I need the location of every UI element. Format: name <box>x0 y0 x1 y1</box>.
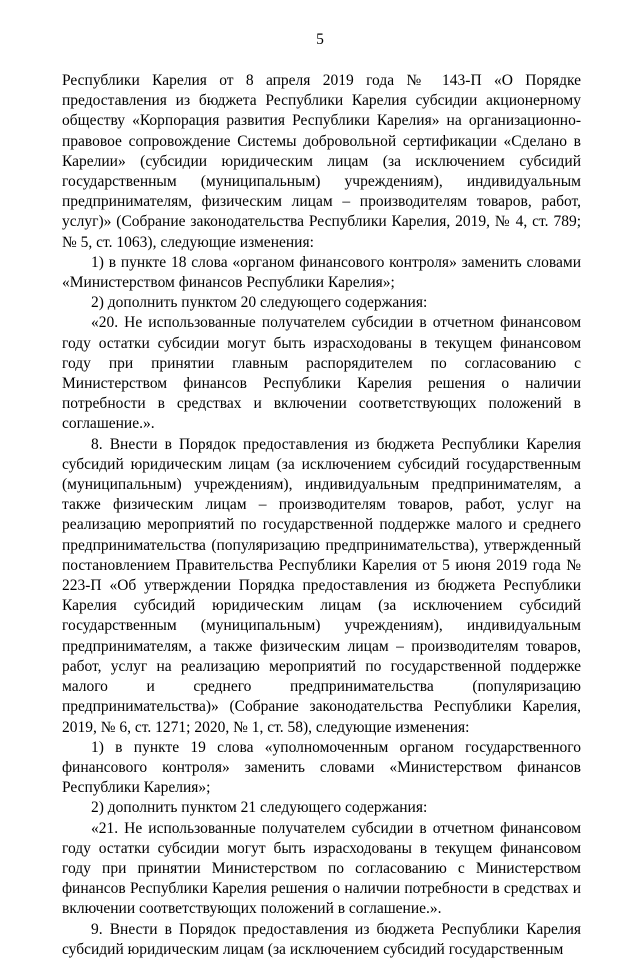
paragraph-item-1-p18: 1) в пункте 18 слова «органом финансового контроля» заменить словами «Министерством финансов Республики Карелия»; <box>62 253 581 292</box>
paragraph-quote-20: «20. Не использованные получателем субсидии в отчетном финансовом году остатки субсидии могут быть израсходованы в текущем финансовом году при принятии главным распорядителем по согласованию с Министерством финансов Республики Карелия решения о наличии потребности в средствах и включении соответствующих положений в соглашение.». <box>62 314 581 433</box>
page-number: 5 <box>316 31 324 48</box>
paragraph-item-2-p21: 2) дополнить пунктом 21 следующего содержания: <box>91 799 428 817</box>
paragraph-quote-21: «21. Не использованные получателем субсидии в отчетном финансовом году остатки субсидии могут быть израсходованы в текущем финансовом году при принятии Министерством по согласованию с Министерством финансов Республики Карелия решения о наличии потребности в средствах и включении соответствующих положений в соглашение.». <box>62 819 581 918</box>
paragraph-continuation: Республики Карелия от 8 апреля 2019 года № 143-П «О Порядке предоставления из бюджета Республики Карелия субсидии акционерному обществу «Корпорация развития Республики Карелия» на организационно-правовое сопровождение Системы добровольной сертификации «Сделано в Карелии» (субсидии юридическим лицам (за исключением субсидий государственным (муниципальным) учреждениям), индивидуальным предпринимателям, физическим лицам – производителям товаров, работ, услуг)» (Собрание законодательства Республики Карелия, 2019, № 4, ст. 789; № 5, ст. 1063), следующие изменения: <box>62 72 581 251</box>
paragraph-item-1-p19: 1) в пункте 19 слова «уполномоченным органом государственного финансового контроля» заменить словами «Министерством финансов Республики Карелия»; <box>62 738 581 797</box>
document-body <box>62 71 581 960</box>
paragraph-section-8: 8. Внести в Порядок предоставления из бюджета Республики Карелия субсидий юридическим лицам (за исключением субсидий государственным (муниципальным) учреждениям), индивидуальным предпринимателям, а также физическим лицам – производителям товаров, работ, услуг на реализацию мероприятий по государственной поддержке малого и среднего предпринимательства (популяризацию предпринимательства), утвержденный постановлением Правительства Республики Карелия от 5 июня 2019 года № 223-П «Об утверждении Порядка предоставления из бюджета Республики Карелия субсидий юридическим лицам (за исключением субсидий государственным (муниципальным) учреждениям), индивидуальным предпринимателям, а также физическим лицам – производителям товаров, работ, услуг на реализацию мероприятий по государственной поддержке малого и среднего предпринимательства (популяризацию предпринимательства)» (Собрание законодательства Республики Карелия, 2019, № 6, ст. 1271; 2020, № 1, ст. 58), следующие изменения: <box>62 435 581 736</box>
paragraph-section-9: 9. Внести в Порядок предоставления из бюджета Республики Карелия субсидий юридическим лицам (за исключением субсидий государственным <box>62 920 581 958</box>
paragraph-item-2-p20: 2) дополнить пунктом 20 следующего содержания: <box>91 294 428 312</box>
